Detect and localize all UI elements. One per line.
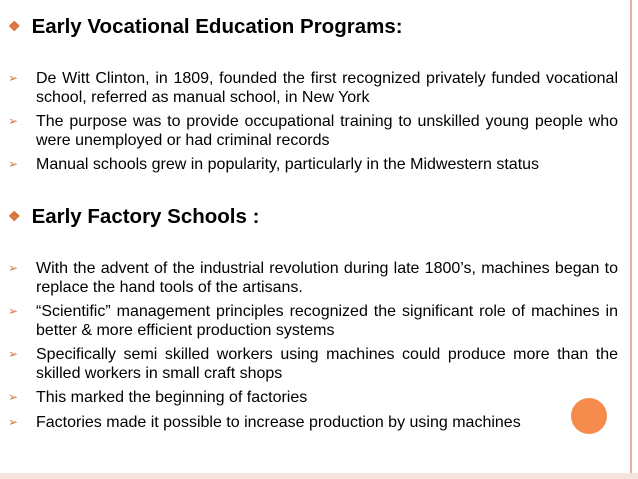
list-item: [8, 112, 618, 150]
list-item-text: This marked the beginning of factories: [36, 389, 308, 406]
list-item-text: Specifically semi skilled workers using machines could produce more than the skilled workers in small craft shops: [36, 346, 618, 382]
list-item-text: De Witt Clinton, in 1809, founded the first recognized privately funded vocational school, referred as manual school, in New York: [36, 70, 618, 106]
arrow-bullet-icon: ➢: [8, 157, 19, 171]
list-item-text: The purpose was to provide occupational training to unskilled young people who were unemployed or had criminal records: [36, 113, 618, 149]
arrow-bullet-icon: ➢: [8, 114, 19, 128]
list-item-text: “Scientific” management principles recognized the significant role of machines in better & more efficient production systems: [36, 303, 618, 339]
section-heading: [8, 14, 403, 39]
diamond-bullet-icon: ❖: [8, 208, 21, 224]
arrow-bullet-icon: ➢: [8, 390, 19, 404]
list-item-text: Manual schools grew in popularity, particularly in the Midwestern status: [36, 156, 540, 173]
list-item: [8, 388, 618, 407]
list-item: [8, 155, 618, 174]
list-item-text: With the advent of the industrial revolution during late 1800’s, machines began to replace the hand tools of the artisans.: [36, 260, 618, 296]
diamond-bullet-icon: ❖: [8, 18, 21, 34]
heading-text: Early Factory Schools :: [31, 205, 260, 228]
section-heading: [8, 204, 259, 229]
list-item: [8, 69, 618, 107]
arrow-bullet-icon: ➢: [8, 304, 19, 318]
list-item: [8, 302, 618, 340]
arrow-bullet-icon: ➢: [8, 71, 19, 85]
list-item: [8, 345, 618, 383]
list-item: [8, 259, 618, 297]
heading-text: Early Vocational Education Programs:: [31, 15, 403, 38]
list-item: [8, 413, 618, 432]
arrow-bullet-icon: ➢: [8, 415, 19, 429]
list-item-text: Factories made it possible to increase production by using machines: [36, 414, 521, 431]
arrow-bullet-icon: ➢: [8, 347, 19, 361]
arrow-bullet-icon: ➢: [8, 261, 19, 275]
decorative-circle: [571, 398, 607, 434]
